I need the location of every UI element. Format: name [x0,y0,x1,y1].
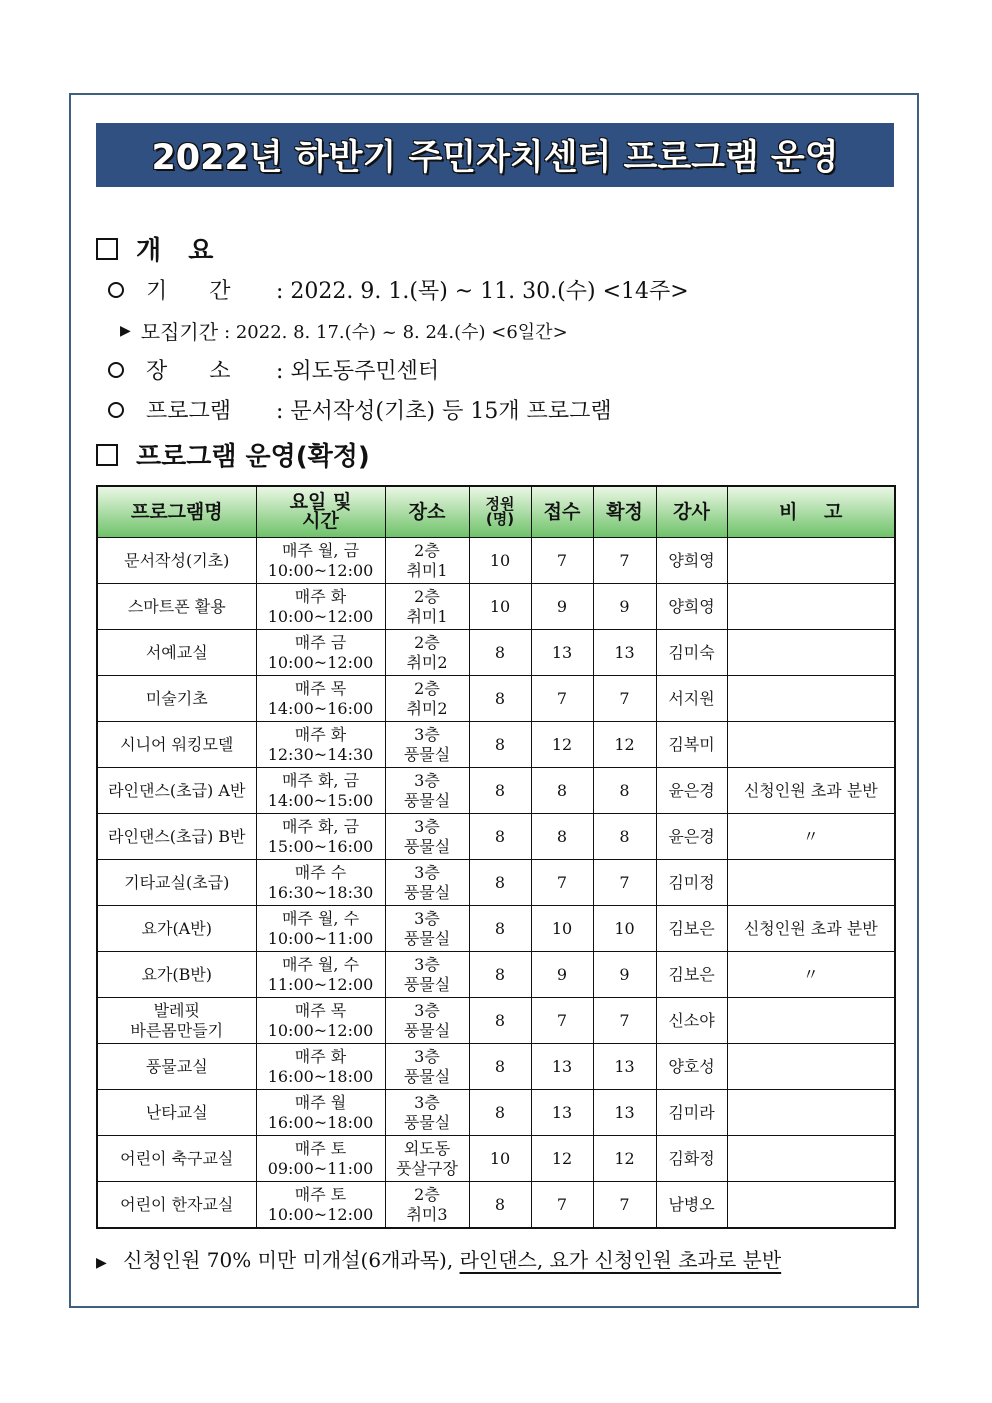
col-capacity: 8 [469,630,531,676]
period-line [108,274,689,305]
col-location: 3층 풍물실 [385,768,469,814]
col-location: 3층 풍물실 [385,722,469,768]
col-location: 3층 풍물실 [385,860,469,906]
col-confirmed: 8 [593,768,656,814]
col-program-name: 기타교실(초급) [97,860,256,906]
col-program-name: 발레핏 바른몸만들기 [97,998,256,1044]
table-row [97,676,895,722]
col-confirmed: 12 [593,1136,656,1182]
circle-bullet-icon [108,402,124,418]
period-label: 기 간 [146,279,231,304]
triangle-bullet-icon: ▶ [96,1255,107,1271]
col-schedule: 매주 월, 수 10:00~11:00 [256,906,385,952]
col-applied: 7 [531,860,593,906]
col-location: 2층 취미2 [385,676,469,722]
program-table [96,485,896,1229]
header-col-applied: 접수 [531,486,593,538]
col-schedule: 매주 토 09:00~11:00 [256,1136,385,1182]
col-instructor: 김미정 [656,860,727,906]
header-col-instructor: 강사 [656,486,727,538]
col-instructor: 김미숙 [656,630,727,676]
header-col-program-name: 프로그램명 [97,486,256,538]
recruit-value: : 2022. 8. 17.(수) ~ 8. 24.(수) <6일간> [224,321,568,343]
col-applied: 7 [531,676,593,722]
col-program-name: 스마트폰 활용 [97,584,256,630]
col-remarks: 신청인원 초과 분반 [727,906,895,952]
table-row [97,906,895,952]
col-remarks [727,584,895,630]
table-row [97,1090,895,1136]
col-remarks: 〃 [727,952,895,998]
col-applied: 13 [531,1090,593,1136]
col-capacity: 10 [469,538,531,584]
col-location: 3층 풍물실 [385,998,469,1044]
program-line [108,394,612,425]
table-row [97,1044,895,1090]
col-confirmed: 7 [593,538,656,584]
col-schedule: 매주 토 10:00~12:00 [256,1182,385,1229]
col-instructor: 윤은경 [656,768,727,814]
table-row [97,584,895,630]
title-banner [96,123,894,187]
col-remarks [727,676,895,722]
col-applied: 8 [531,814,593,860]
col-schedule: 매주 화 12:30~14:30 [256,722,385,768]
col-capacity: 8 [469,1090,531,1136]
place-label: 장 소 [146,359,231,384]
col-applied: 7 [531,1182,593,1229]
col-confirmed: 13 [593,1044,656,1090]
col-remarks [727,860,895,906]
place-line [108,354,439,385]
table-row [97,998,895,1044]
period-value: : 2022. 9. 1.(목) ~ 11. 30.(수) <14주> [276,279,689,304]
col-location: 3층 풍물실 [385,1044,469,1090]
col-remarks [727,1090,895,1136]
col-schedule: 매주 화 10:00~12:00 [256,584,385,630]
col-instructor: 양희영 [656,538,727,584]
header-col-confirmed: 확정 [593,486,656,538]
col-program-name: 난타교실 [97,1090,256,1136]
col-confirmed: 10 [593,906,656,952]
col-remarks [727,538,895,584]
triangle-bullet-icon: ▶ [120,322,131,339]
col-confirmed: 8 [593,814,656,860]
col-applied: 9 [531,584,593,630]
col-location: 3층 풍물실 [385,814,469,860]
col-instructor: 남병오 [656,1182,727,1229]
col-capacity: 8 [469,1044,531,1090]
table-row [97,1136,895,1182]
col-instructor: 양희영 [656,584,727,630]
col-remarks [727,1044,895,1090]
col-confirmed: 7 [593,1182,656,1229]
col-program-name: 요가(A반) [97,906,256,952]
col-instructor: 김보은 [656,906,727,952]
col-location: 2층 취미2 [385,630,469,676]
col-applied: 12 [531,1136,593,1182]
col-program-name: 어린이 한자교실 [97,1182,256,1229]
checkbox-square-icon [96,238,118,260]
circle-bullet-icon [108,362,124,378]
col-confirmed: 7 [593,998,656,1044]
recruit-label: 모집기간 [140,320,219,344]
col-program-name: 풍물교실 [97,1044,256,1090]
col-confirmed: 13 [593,1090,656,1136]
col-capacity: 10 [469,1136,531,1182]
header-col-capacity: 정원 (명) [469,486,531,538]
table-header-row [97,486,895,538]
header-col-schedule: 요일 및 시간 [256,486,385,538]
col-schedule: 매주 화 16:00~18:00 [256,1044,385,1090]
col-capacity: 8 [469,952,531,998]
section-overview-heading [96,230,213,267]
col-program-name: 요가(B반) [97,952,256,998]
col-program-name: 미술기초 [97,676,256,722]
footnote-underlined-text: 라인댄스, 요가 신청인원 초과로 분반 [459,1248,782,1272]
col-schedule: 매주 금 10:00~12:00 [256,630,385,676]
footnote-text: 신청인원 70% 미만 미개설(6개과목), [123,1248,460,1272]
col-location: 2층 취미1 [385,538,469,584]
col-remarks [727,998,895,1044]
col-instructor: 서지원 [656,676,727,722]
col-applied: 13 [531,630,593,676]
col-schedule: 매주 수 16:30~18:30 [256,860,385,906]
col-instructor: 김보은 [656,952,727,998]
col-program-name: 시니어 워킹모델 [97,722,256,768]
table-row [97,538,895,584]
col-capacity: 10 [469,584,531,630]
col-capacity: 8 [469,906,531,952]
col-instructor: 양호성 [656,1044,727,1090]
col-schedule: 매주 월 16:00~18:00 [256,1090,385,1136]
col-applied: 9 [531,952,593,998]
program-value: : 문서작성(기초) 등 15개 프로그램 [276,399,612,424]
header-col-remarks: 비 고 [727,486,895,538]
col-program-name: 문서작성(기초) [97,538,256,584]
col-schedule: 매주 월, 수 11:00~12:00 [256,952,385,998]
col-location: 3층 풍물실 [385,906,469,952]
col-instructor: 김복미 [656,722,727,768]
col-capacity: 8 [469,814,531,860]
col-applied: 7 [531,998,593,1044]
col-program-name: 라인댄스(초급) A반 [97,768,256,814]
program-heading-text: 프로그램 운영(확정) [136,442,370,472]
col-capacity: 8 [469,1182,531,1229]
col-remarks [727,1136,895,1182]
section-program-heading [96,436,370,473]
col-remarks [727,1182,895,1229]
col-remarks [727,630,895,676]
col-applied: 10 [531,906,593,952]
col-applied: 8 [531,768,593,814]
col-instructor: 김화정 [656,1136,727,1182]
col-confirmed: 9 [593,584,656,630]
table-row [97,630,895,676]
table-row [97,814,895,860]
col-remarks: 〃 [727,814,895,860]
col-applied: 13 [531,1044,593,1090]
col-confirmed: 9 [593,952,656,998]
col-schedule: 매주 월, 금 10:00~12:00 [256,538,385,584]
col-location: 2층 취미1 [385,584,469,630]
col-program-name: 서예교실 [97,630,256,676]
col-location: 외도동 풋살구장 [385,1136,469,1182]
col-instructor: 김미라 [656,1090,727,1136]
table-row [97,768,895,814]
recruit-line [120,316,568,345]
col-confirmed: 7 [593,676,656,722]
col-confirmed: 12 [593,722,656,768]
col-remarks [727,722,895,768]
col-capacity: 8 [469,768,531,814]
table-row [97,1182,895,1229]
circle-bullet-icon [108,282,124,298]
col-location: 2층 취미3 [385,1182,469,1229]
checkbox-square-icon [96,444,118,466]
col-instructor: 신소야 [656,998,727,1044]
col-confirmed: 13 [593,630,656,676]
place-value: : 외도동주민센터 [276,359,440,384]
overview-heading-text: 개 요 [136,236,214,266]
col-location: 3층 풍물실 [385,952,469,998]
col-schedule: 매주 목 14:00~16:00 [256,676,385,722]
page-title: 2022년 하반기 주민자치센터 프로그램 운영 [151,138,839,178]
table-row [97,952,895,998]
col-schedule: 매주 화, 금 14:00~15:00 [256,768,385,814]
table-row [97,860,895,906]
col-schedule: 매주 목 10:00~12:00 [256,998,385,1044]
table-row [97,722,895,768]
col-capacity: 8 [469,676,531,722]
header-col-location: 장소 [385,486,469,538]
col-capacity: 8 [469,722,531,768]
col-location: 3층 풍물실 [385,1090,469,1136]
col-confirmed: 7 [593,860,656,906]
col-instructor: 윤은경 [656,814,727,860]
program-label: 프로그램 [146,399,232,424]
col-applied: 12 [531,722,593,768]
footnote [96,1244,781,1273]
col-capacity: 8 [469,860,531,906]
col-schedule: 매주 화, 금 15:00~16:00 [256,814,385,860]
col-capacity: 8 [469,998,531,1044]
col-program-name: 라인댄스(초급) B반 [97,814,256,860]
col-remarks: 신청인원 초과 분반 [727,768,895,814]
col-applied: 7 [531,538,593,584]
col-program-name: 어린이 축구교실 [97,1136,256,1182]
